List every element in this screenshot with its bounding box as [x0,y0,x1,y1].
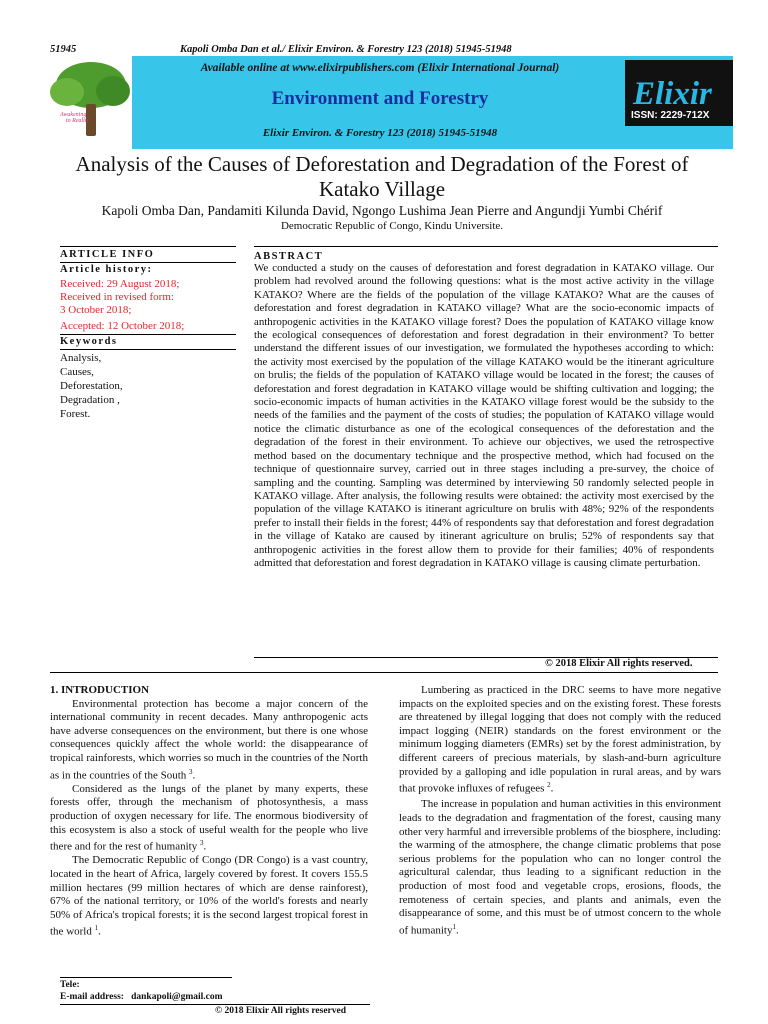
email-label: E-mail address: [60,992,124,1002]
received-date: Received: 29 August 2018; [60,278,180,290]
divider [60,349,236,350]
history-heading: Article history: [60,264,153,275]
journal-name: Environment and Forestry [271,88,489,109]
available-online: Available online at www.elixirpublishers.com (Elixir International Journal) [200,62,560,74]
paragraph: Considered as the lungs of the planet by many experts, these forests offer, through the mechanism of photosynthesis, a mass production of oxygen necessary for life. The enormous biodiversity of this ecosystem is also a stock of useful wealth for the people who live there and for the rest of humanity $^3$. [50,782,368,853]
footer-copyright: © 2018 Elixir All rights reserved [215,1006,347,1016]
keyword: Causes, [60,366,94,378]
revised-label: Received in revised form: [60,291,174,303]
abstract-text: We conducted a study on the causes of deforestation and forest degradation in KATAKO village. Our problem had revolved around the following questions: what is the most active activity in the village KATAKO? Where are the fields of the population of the village KATAKO? What are the causes of deforestation and forest degradation in KATAKO village? What are the socio-economic impacts of anthropogenic activities in the KATAKO village forest? Does the population of KATAKO village know the ecological consequences of deforestation and forest degradation in their environment? To better understand the different issues of our investigation, we formulated the hypotheses according to which: the activity most exercised by the population of the village KATAKO would be the itinerant agriculture on brulis; the fields of the population of KATAKO village would be located in the forest; the causes of deforestation and forest degradation in KATAKO village would be shifting cultivation and logging; the socio-economic impacts of human activities in the KATAKO village forest would be the subsidy to the needs of the families and the payment of the costs of studies; the population of KATAKO village would notice the climatic disturbance as one of the ecological consequences of the deforestation and the degradation of the forest in their environment. To achieve our objectives, we used the retrospective method based on the documentary technique and the prospective method, which had focused on the technique of questionnaire survey, carried out in three stages including a pre-survey, the choice of sampling and the counting. Sampling was determined by interviewing 50 randomly selected people in KATAKO village. After analysis, the following results were obtained: the activity most exercised by the population of the village KATAKO is itinerant agriculture on brulis with 48%; 92% of the respondents prefer to install their fields in the forest; 44% of respondents say that deforestation and forest degradation in the village of Katako are caused by itinerant agriculture on brulis; 52% of respondents say that anthropogenic activities in the forest allow them to provide for their families; 40% of respondents admitted that deforestation and forest degradation in KATAKO village is causing climate perturbation. [254,262,714,569]
keyword: Deforestation, [60,380,123,392]
journal-citation: Elixir Environ. & Forestry 123 (2018) 51945-51948 [262,127,498,139]
abstract-copyright: © 2018 Elixir All rights reserved. [545,658,693,669]
keyword: Analysis, [60,352,102,364]
intro-left-column [50,684,368,940]
abstract-heading: ABSTRACT [254,251,324,262]
affiliation: Democratic Republic of Congo, Kindu Universite. [280,220,504,232]
logo-tagline: Awakening to Reality [60,112,90,124]
keyword: Degradation , [60,394,120,406]
issn: ISSN: 2229-712X [631,110,710,121]
elixir-brand: Elixir [633,76,712,112]
keywords-heading: Keywords [60,336,118,347]
accepted-date: Accepted: 12 October 2018; [60,320,185,332]
divider [60,246,236,247]
paragraph: Environmental protection has become a major concern of the international community in recent decades. Many anthropogenic acts have adverse consequences on the environment, but there is one whose consequences quickly affect the whole world: the disappearance of tropical rainforests, which worries so much in the countries of the North as in the countries of the South $^3$. [50,697,368,782]
article-title: Analysis of the Causes of Deforestation and Degradation of the Forest of Katako Village [75,152,689,201]
tele-label: Tele: [60,980,80,990]
paragraph: The increase in population and human activities in this environment leads to the degradation and fragmentation of the forest, causing many other very harmful and irreversible problems of the biosphere, including: the warming of the atmosphere, the change climatic problems that pose serious problems for the population who can no longer control the agricultural calendar, thus leading to a significant reduction in the production of most food and vegetable crops, erosions, floods, the remoteness of certain species, and plants and animals, even the disappearance of some, and this must be of utmost concern to the whole of humanity$^1$. [399,798,721,937]
divider [60,262,236,263]
elixir-logo [625,60,733,126]
divider [254,246,718,247]
journal-logo [50,56,132,149]
article-info-heading: ARTICLE INFO [60,249,155,260]
keyword: Forest. [60,408,91,420]
revised-date: 3 October 2018; [60,304,132,316]
divider [60,334,236,335]
intro-heading: 1. INTRODUCTION [50,684,150,696]
running-head: Kapoli Omba Dan et al./ Elixir Environ. & Forestry 123 (2018) 51945-51948 [180,44,512,55]
paragraph: The Democratic Republic of Congo (DR Congo) is a vast country, located in the heart of Africa, largely covered by forest. It covers 155.5 million hectares (99 million hectares of which are dense rainforest), 67% of the national territory, or 10% of the world's forests and nearly 50% of Africa's tropical forests; it is the second largest tropical forest in the world $^1$. [50,854,368,939]
email-line [60,992,223,1002]
footnote-rule [60,977,232,978]
page-number: 51945 [50,44,77,55]
authors: Kapoli Omba Dan, Pandamiti Kilunda David, Ngongo Lushima Jean Pierre and Angundji Yumbi Chérif [101,203,663,218]
paragraph: Lumbering as practiced in the DRC seems to have more negative impacts on the exploited species and on the existing forest. These forests are threatened by illegal logging that does not comply with the reduced impact logging (NEIR) standards on the forest environment or the minimum logging diameters (EMRs) set by the forest administration, by different careers of precious materials, by slash-and-burn agriculture provided by a galloping and idle population in rural areas, and by wars that provoke influxes of refugees $^2$. [399,684,721,795]
keywords-list [60,351,123,421]
divider [50,672,718,673]
intro-right-column [399,684,721,938]
email-address[interactable]: dankapoli@gmail.com [131,992,223,1002]
footer-rule [60,1004,370,1005]
